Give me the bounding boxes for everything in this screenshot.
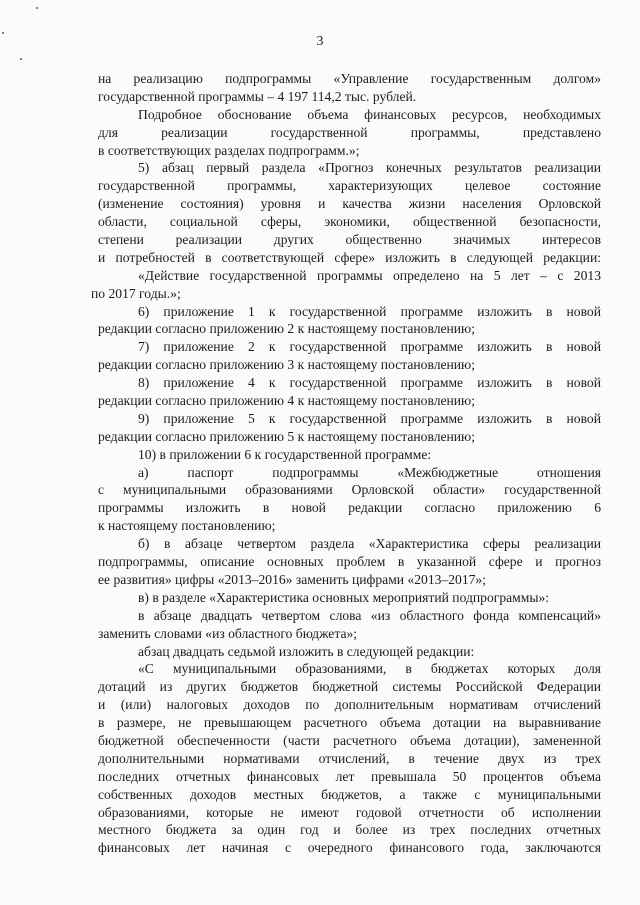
text-line: области, социальной сферы, экономики, общественной безопасности,	[98, 214, 601, 230]
text-line: государственной программы, характеризующих целевое состояние	[98, 178, 601, 194]
text-line: в абзаце двадцать четвертом слова «из областного фонда компенсаций»	[138, 607, 601, 623]
text-line: 6) приложение 1 к государственной программе изложить в новой	[138, 303, 601, 319]
text-line: абзац двадцать седьмой изложить в следующей редакции:	[138, 643, 475, 659]
text-line: «С муниципальными образованиями, в бюджетах которых доля	[138, 661, 601, 677]
text-line: редакции согласно приложению 3 к настоящему постановлению;	[98, 357, 475, 373]
text-line: последних отчетных финансовых лет превышала 50 процентов объема	[98, 768, 601, 784]
page-number: 3	[316, 34, 324, 49]
text-line: редакции согласно приложению 2 к настоящему постановлению;	[98, 321, 475, 337]
text-line: к настоящему постановлению;	[98, 518, 276, 534]
text-line: программы изложить в новой редакции согласно приложению 6	[98, 500, 601, 516]
text-line: в соответствующих разделах подпрограмм.»;	[98, 142, 360, 158]
scan-speck	[2, 32, 4, 34]
text-line: на реализацию подпрограммы «Управление государственным долгом»	[98, 71, 601, 86]
text-line: ее развития» цифры «2013–2016» заменить цифрами «2013–2017»;	[98, 571, 487, 587]
text-line: финансовых лет начиная с очередного финансового года, заключаются	[98, 840, 601, 856]
text-line: в размере, не превышающем расчетного объема дотации на выравнивание	[98, 715, 601, 731]
text-line: по 2017 годы.»;	[91, 285, 181, 301]
text-line: заменить словами «из областного бюджета»;	[98, 625, 358, 641]
text-line: Подробное обоснование объема финансовых ресурсов, необходимых	[138, 106, 601, 122]
text-line: бюджетной обеспеченности (части расчетного объема дотации), замененной	[98, 732, 601, 748]
text-line: б) в абзаце четвертом раздела «Характеристика сферы реализации	[138, 536, 601, 552]
document-body	[91, 70, 601, 857]
text-line: для реализации государственной программы, представлено	[98, 124, 601, 140]
text-line: редакции согласно приложению 5 к настоящему постановлению;	[98, 428, 475, 444]
text-line: (изменение состояния) уровня и качества жизни населения Орловской	[98, 196, 601, 212]
text-line: редакции согласно приложению 4 к настоящему постановлению;	[98, 393, 475, 409]
text-line: собственных доходов местных бюджетов, а также с муниципальными	[98, 786, 601, 802]
text-line: подпрограммы, описание основных проблем в указанной сфере и прогноз	[98, 554, 601, 570]
scan-speck	[36, 7, 38, 9]
text-line: степени реализации других общественно значимых интересов	[98, 232, 601, 248]
text-line: образованиями, которые не имеют годовой отчетности об исполнении	[98, 804, 601, 820]
text-line: дополнительными нормативами отчислений, в течение двух из трех	[98, 750, 601, 766]
text-line: «Действие государственной программы определено на 5 лет – с 2013	[138, 267, 601, 283]
text-line: 10) в приложении 6 к государственной программе:	[138, 446, 432, 462]
text-line: 5) абзац первый раздела «Прогноз конечных результатов реализации	[138, 160, 601, 176]
text-line: 7) приложение 2 к государственной программе изложить в новой	[138, 339, 601, 355]
text-line: 9) приложение 5 к государственной программе изложить в новой	[138, 410, 601, 426]
text-line: местного бюджета за один год и более из трех последних отчетных	[98, 822, 601, 838]
text-line: с муниципальными образованиями Орловской области» государственной	[98, 482, 601, 498]
text-line: дотаций из других бюджетов бюджетной системы Российской Федерации	[98, 679, 601, 695]
text-line: государственной программы – 4 197 114,2 тыс. рублей.	[98, 88, 417, 104]
text-line: и потребностей в соответствующей сфере» изложить в следующей редакции:	[98, 249, 601, 265]
text-line: а) паспорт подпрограммы «Межбюджетные отношения	[138, 464, 601, 480]
text-line: и (или) налоговых доходов по дополнительным нормативам отчислений	[98, 697, 601, 713]
scan-speck	[20, 58, 22, 60]
text-line: 8) приложение 4 к государственной программе изложить в новой	[138, 375, 601, 391]
text-line: в) в разделе «Характеристика основных мероприятий подпрограммы»:	[138, 589, 550, 605]
